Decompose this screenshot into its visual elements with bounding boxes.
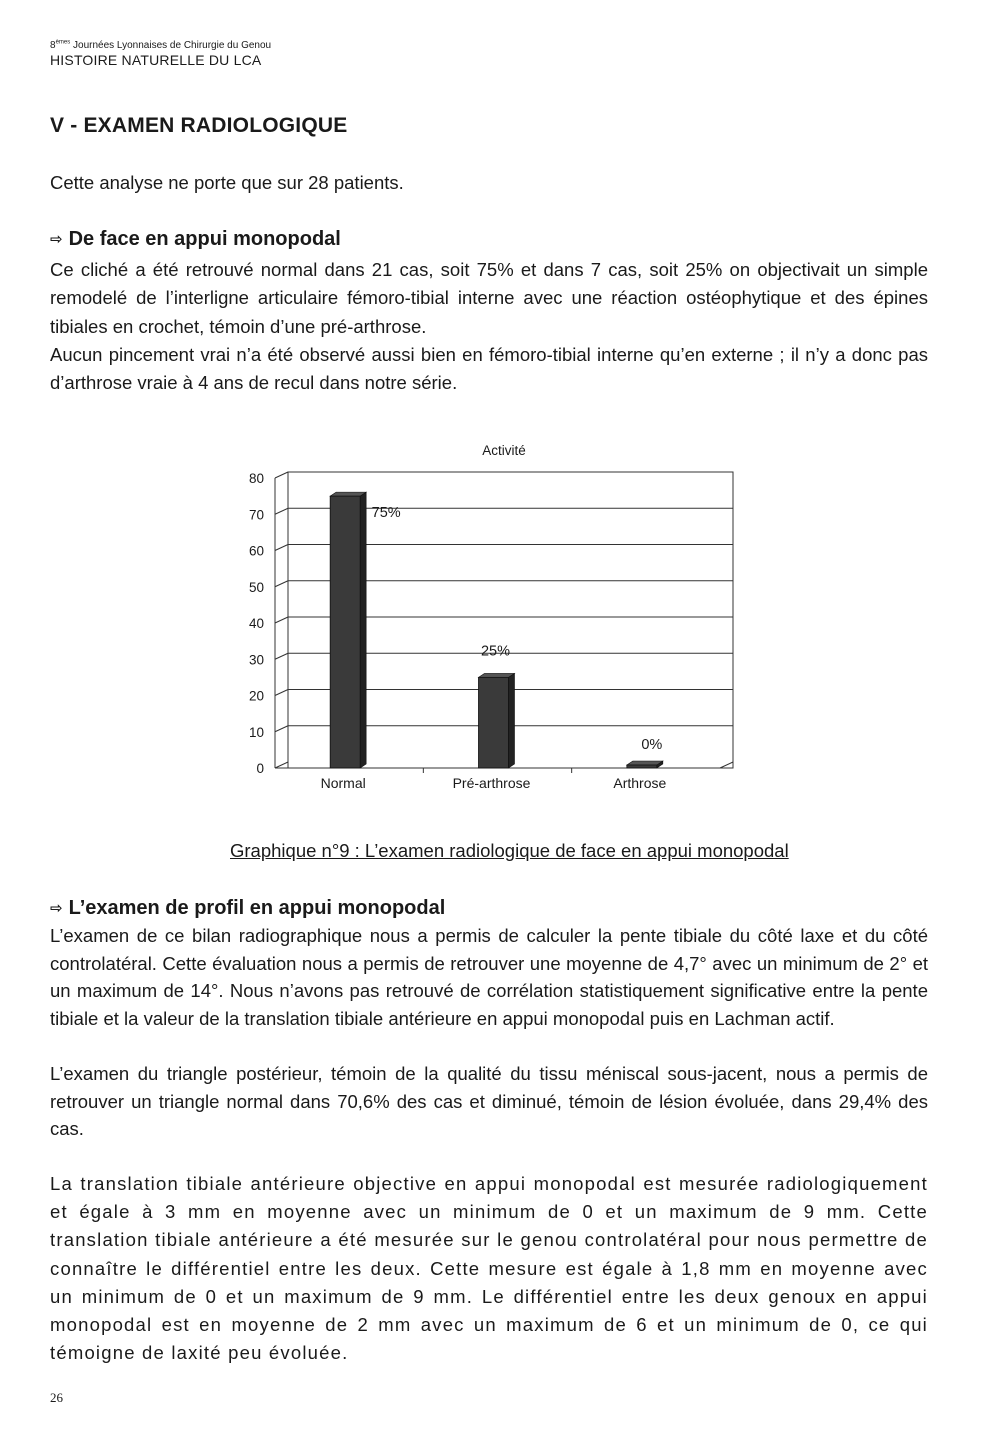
x-tick-label: Normal — [320, 775, 366, 791]
subsection-heading-profil: ⇨ L’examen de profil en appui monopodal — [50, 897, 446, 919]
gridline-side — [275, 726, 288, 732]
header-conference: 8èmes Journées Lyonnaises de Chirurgie du Genou — [50, 39, 272, 51]
bar-side — [360, 492, 366, 768]
data-label: 25% — [480, 643, 511, 660]
intro-sentence: Cette analyse ne porte que sur 28 patients. — [50, 172, 404, 193]
y-tick-label: 0 — [256, 761, 264, 776]
gridline-side — [275, 508, 288, 514]
bar-top — [627, 761, 663, 765]
bar-side — [509, 673, 515, 768]
gridline-side — [275, 581, 288, 587]
gridline-side — [275, 762, 288, 768]
header-topic: HISTOIRE NATURELLE DU LCA — [50, 52, 262, 68]
gridline-side — [275, 690, 288, 696]
y-tick-label: 10 — [248, 724, 264, 740]
figure-caption: Graphique n°9 : L’examen radiologique de face en appui monopodal — [230, 840, 789, 861]
outline-right-arrow-icon: ⇨ — [50, 900, 63, 917]
x-tick-label: Arthrose — [613, 775, 667, 791]
paragraph-profil-2: L’examen du triangle postérieur, témoin de la qualité du tissu méniscal sous-jacent, nous a permis de retrouver un triangle normal dans 70,6% des cas et diminué, témoin de lésion évoluée, dans 29,4% des cas. — [50, 1063, 928, 1140]
chart-title: Activité — [482, 443, 526, 458]
paragraph-face-2: Aucun pincement vrai n’a été observé aussi bien en fémoro-tibial interne qu’en externe ; il n’y a donc pas d’arthrose vraie à 4 ans de recul dans notre série. — [50, 344, 928, 394]
data-label: 75% — [371, 505, 401, 522]
gridline-side — [275, 653, 288, 659]
x-tick-label: Pré-arthrose — [452, 775, 531, 791]
bar-top — [330, 492, 366, 496]
gridline-side — [275, 545, 288, 551]
y-tick-label: 20 — [248, 688, 264, 704]
activity-bar-chart — [230, 434, 750, 804]
paragraph-profil-1: L’examen de ce bilan radiographique nous a permis de calculer la pente tibiale du côté laxe et du côté controlatéral. Cette évaluation nous a permis de retrouver une moyenne de 4,7° avec un minimum de 2° et un maximum de 14°. Nous n’avons pas retrouvé de corrélation statistiquement significative entre la pente tibiale et la valeur de la translation tibiale antérieure en appui monopodal puis en Lachman actif. — [50, 925, 928, 1030]
y-tick-label: 50 — [248, 579, 264, 595]
section-title: V - EXAMEN RADIOLOGIQUE — [50, 114, 348, 137]
y-tick-label: 70 — [248, 507, 264, 523]
gridline-side — [275, 472, 288, 478]
bar-top — [479, 673, 515, 677]
floor-edge — [720, 762, 733, 768]
gridline-side — [275, 617, 288, 623]
paragraph-translation: La translation tibiale antérieure objective en appui monopodal est mesurée radiologiquement et égale à 3 mm en moyenne avec un minimum de 0 et un maximum de 9 mm. Cette translation tibiale antérieure a été mesurée sur le genou controlatéral pour nous permettre de connaître le différentiel entre les deux. Cette mesure est égale à 1,8 mm en moyenne avec un minimum de 0 et un maximum de 9 mm. Le différentiel entre les deux genoux en appui monopodal est en moyenne de 2 mm avec un maximum de 6 et un minimum de 0, ce qui témoigne de laxité peu évoluée. — [50, 1173, 928, 1364]
bar — [627, 765, 657, 768]
subsection-heading-face: ⇨ De face en appui monopodal — [50, 228, 341, 250]
y-tick-label: 30 — [248, 652, 264, 668]
y-tick-label: 60 — [248, 543, 264, 559]
chart-canvas — [230, 434, 750, 804]
bar — [330, 496, 360, 768]
y-tick-label: 40 — [248, 616, 264, 631]
paragraph-face-1: Ce cliché a été retrouvé normal dans 21 cas, soit 75% et dans 7 cas, soit 25% on objectivait un simple remodelé de l’interligne articulaire fémoro-tibial interne avec une réaction ostéophytique et des épines tibiales en crochet, témoin d’une pré-arthrose. — [50, 259, 928, 337]
page-number: 26 — [50, 1390, 63, 1405]
data-label: 0% — [641, 737, 663, 753]
running-header — [50, 40, 271, 69]
bar — [479, 677, 509, 768]
outline-right-arrow-icon: ⇨ — [50, 231, 63, 248]
y-tick-label: 80 — [248, 471, 264, 486]
